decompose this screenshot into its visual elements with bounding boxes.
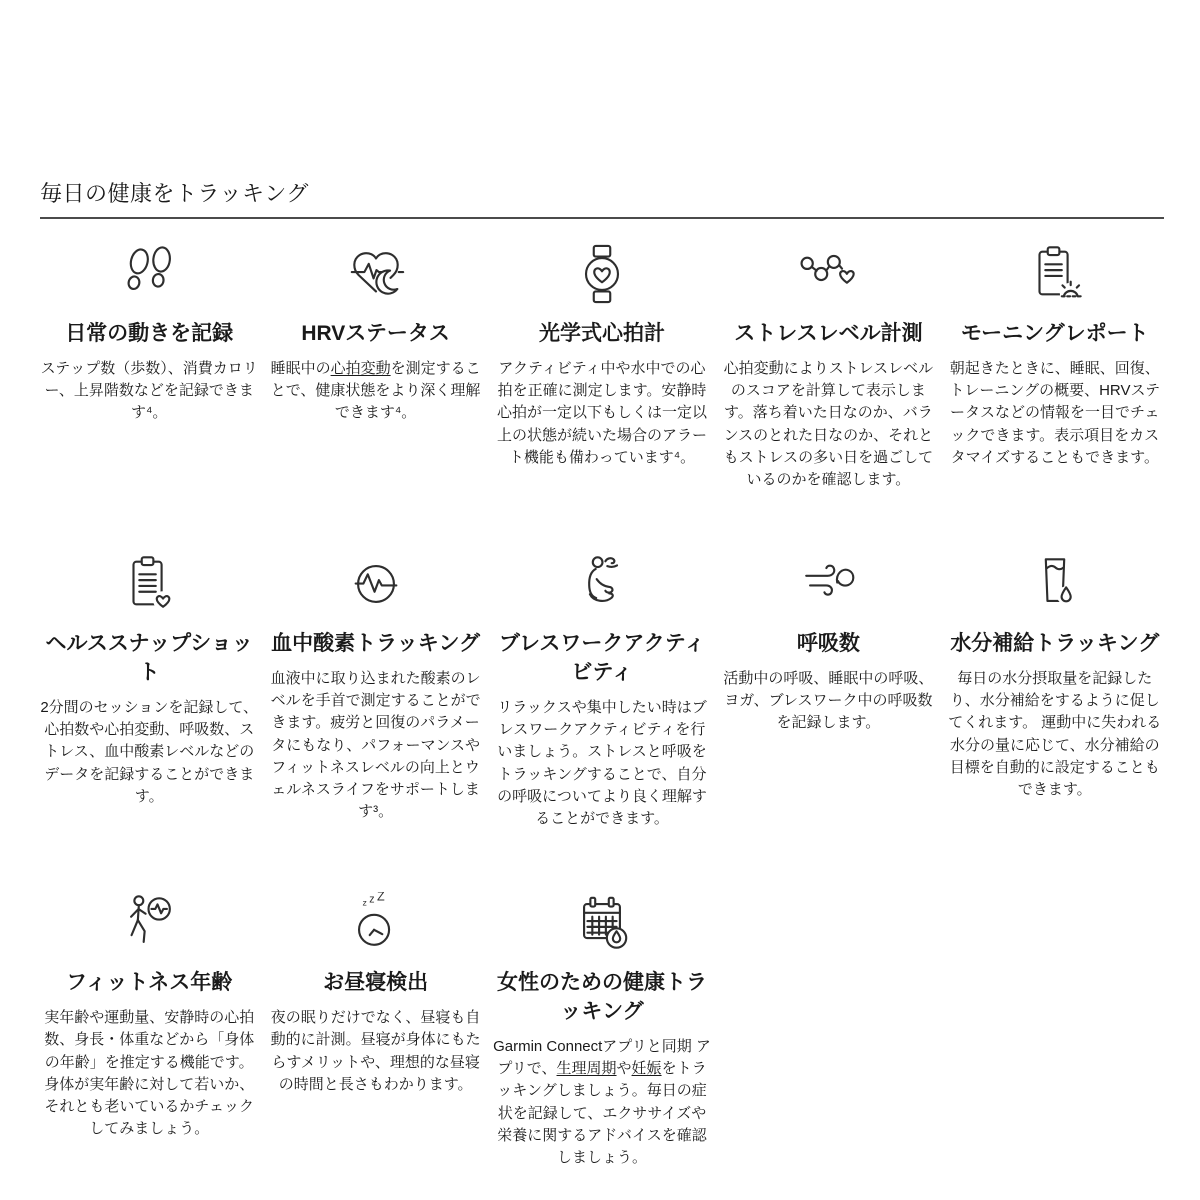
- card-description: [266, 358, 484, 425]
- fitness-age-walker-icon: [40, 892, 258, 954]
- text-segment: 実年齢や運動量、安静時の心拍数、身長・体重などから「身体の年齢」を推定する機能です。身体が実年齢に対して若いか、それとも老いているかチェックしてみましょう。: [44, 1009, 255, 1138]
- pulse-ox-circle-icon: [266, 553, 484, 615]
- card-title: 光学式心拍計: [538, 322, 665, 345]
- feature-card-respiration: [719, 553, 937, 735]
- text-link[interactable]: 妊娠: [631, 1060, 662, 1078]
- card-title: お昼寝検出: [323, 971, 429, 995]
- text-segment: 心拍変動によりストレスレベルのスコアを計算して表示します。落ち着いた日なのか、バランスのとれた日なのか、それともストレスの多い日を過ごしているのかを確認します。: [723, 359, 934, 488]
- heart-hrv-moon-icon: [266, 243, 484, 305]
- card-description: [266, 1007, 484, 1096]
- card-title: ヘルススナップショット: [45, 632, 253, 685]
- card-description: [40, 1007, 258, 1140]
- card-description: [493, 697, 711, 830]
- text-segment: や: [616, 1060, 632, 1078]
- card-title: 呼吸数: [796, 632, 860, 656]
- footprints-icon: [40, 243, 258, 305]
- text-segment: Garmin Connectアプリと同期 アプリで、: [493, 1038, 711, 1078]
- card-title: モーニングレポート: [960, 322, 1149, 345]
- water-glass-icon: [946, 553, 1164, 615]
- text-segment: 活動中の呼吸、睡眠中の呼吸、ヨガ、ブレスワーク中の呼吸数を記録します。: [723, 670, 934, 732]
- card-description: [40, 358, 258, 425]
- card-title: 女性のための健康トラッキング: [496, 971, 707, 1024]
- card-description: [719, 668, 937, 735]
- clipboard-heart-icon: [40, 553, 258, 615]
- text-segment: リラックスや集中したい時はブレスワークアクティビティを行いましょう。ストレスと呼吸をトラッキングすることで、自分の呼吸についてより良く理解することができます。: [497, 699, 707, 827]
- feature-card-optical-hr: [493, 243, 711, 469]
- section-heading: 毎日の健康をトラッキング: [40, 177, 1164, 219]
- feature-card-pulse-ox: [266, 553, 484, 823]
- text-segment: 2分間のセッションを記録して、心拍数や心拍変動、呼吸数、ストレス、血中酸素レベルなどのデータを記録することができます。: [40, 699, 259, 805]
- wind-icon: [719, 553, 937, 615]
- calendar-drop-icon: [493, 892, 711, 954]
- card-title: フィットネス年齢: [66, 971, 233, 995]
- text-segment: をトラッキングしましょう。毎日の症状を記録して、エクササイズや栄養に関するアドバイスを確認しましょう。: [497, 1060, 707, 1167]
- text-segment: 毎日の水分摂取量を記録したり、水分補給をするように促してくれます。 運動中に失われる水分の量に応じて、水分補給の目標を自動的に設定することもできます。: [948, 670, 1162, 798]
- card-description: [266, 668, 484, 823]
- card-description: [493, 1036, 711, 1169]
- card-title: ブレスワークアクティビティ: [498, 632, 706, 685]
- feature-card-breathwork: [493, 553, 711, 830]
- card-description: [946, 668, 1164, 801]
- feature-card-fitness-age: [40, 892, 258, 1140]
- card-description: [946, 358, 1164, 469]
- card-title: HRVステータス: [301, 322, 450, 345]
- feature-card-morning-report: [946, 243, 1164, 469]
- text-link[interactable]: 生理周期: [556, 1060, 617, 1078]
- card-title: ストレスレベル計測: [734, 322, 923, 345]
- feature-card-hrv-status: [266, 243, 484, 425]
- feature-card-stress-level: [719, 243, 937, 491]
- text-segment: 朝起きたときに、睡眠、回復、トレーニングの概要、HRVステータスなどの情報を一目でチェックできます。表示項目をカスタマイズすることもできます。: [949, 359, 1161, 466]
- text-segment: 夜の眠りだけでなく、昼寝も自動的に計測。昼寝が身体にもたらすメリットや、理想的な昼寝の時間と長さもわかります。: [270, 1009, 481, 1093]
- card-description: [40, 697, 258, 808]
- feature-card-nap-detection: [266, 892, 484, 1096]
- features-grid: [40, 243, 1164, 1169]
- feature-card-hydration: [946, 553, 1164, 801]
- feature-card-daily-movement: [40, 243, 258, 425]
- feature-card-womens-health: [493, 892, 711, 1169]
- card-title: 血中酸素トラッキング: [271, 632, 481, 656]
- stress-molecules-icon: [719, 243, 937, 305]
- clipboard-sun-icon: [946, 243, 1164, 305]
- card-title: 日常の動きを記録: [65, 322, 234, 345]
- nap-clock-icon: [266, 892, 484, 954]
- card-description: [493, 358, 711, 469]
- card-title: 水分補給トラッキング: [950, 632, 1160, 656]
- text-link[interactable]: 心拍変動: [330, 359, 391, 377]
- text-segment: を測定することで、健康状態をより深く理解できます⁴。: [270, 359, 481, 422]
- text-segment: アクティビティ中や水中での心拍を正確に測定します。安静時心拍が一定以下もしくは一定以上の状態が続いた場合のアラート機能も備わっています⁴。: [496, 359, 707, 466]
- watch-heart-icon: [493, 243, 711, 305]
- text-segment: 血液中に取り込まれた酸素のレベルを手首で測定することができます。疲労と回復のパラメータにもなり、パフォーマンスやフィットネスレベルの向上とウェルネスライフをサポートします³。: [270, 670, 481, 821]
- text-segment: 睡眠中の: [270, 359, 331, 377]
- feature-card-health-snapshot: [40, 553, 258, 808]
- text-segment: ステップ数（歩数）、消費カロリー、上昇階数などを記録できます⁴。: [40, 359, 258, 422]
- meditation-breath-icon: [493, 553, 711, 615]
- card-description: [719, 358, 937, 491]
